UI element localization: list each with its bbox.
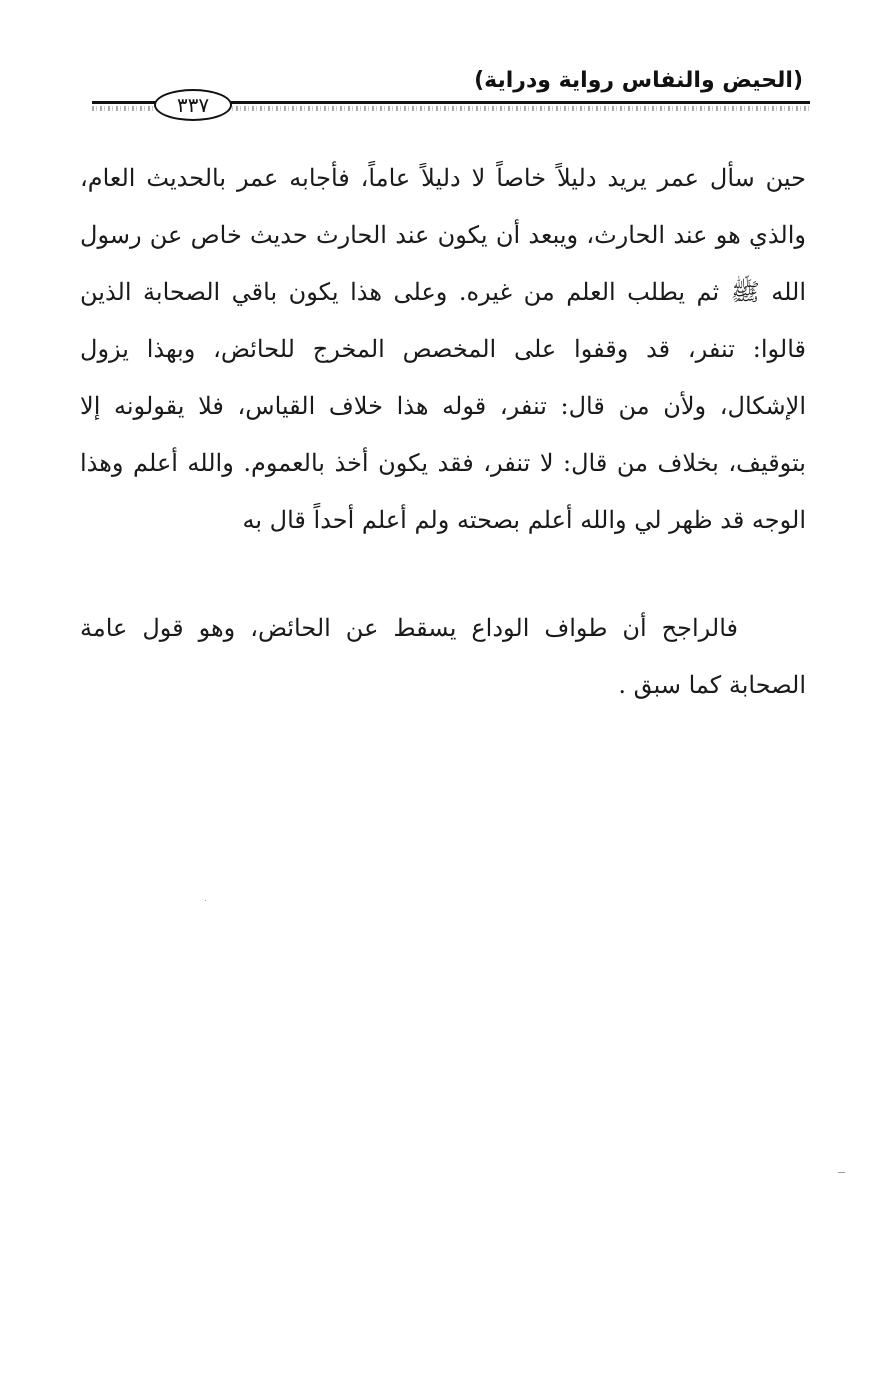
scan-speck xyxy=(205,900,206,901)
body-paragraph: حين سأل عمر يريد دليلاً خاصاً لا دليلاً عاماً، فأجابه عمر بالحديث العام، والذي هو عند الحارث، ويبعد أن يكون عند الحارث حديث خاص عن رسول الله ﷺ ثم يطلب العلم من غيره. وعلى هذا يكون باقي الصحابة الذين قالوا: تنفر، قد وقفوا على المخصص المخرج للحائض، وبهذا يزول الإشكال، ولأن من قال: تنفر، قوله هذا خلاف القياس، فلا يقولونه إلا بتوقيف، بخلاف من قال: لا تنفر، فقد يكون أخذ بالعموم. والله أعلم وهذا الوجه قد ظهر لي والله أعلم بصحته ولم أعلم أحداً قال به xyxy=(80,164,806,534)
conclusion-paragraph: فالراجح أن طواف الوداع يسقط عن الحائض، وهو قول عامة الصحابة كما سبق . xyxy=(80,614,806,699)
page-number: ٣٣٧ xyxy=(176,93,210,117)
book-title: (الحيض والنفاس رواية ودراية) xyxy=(474,68,803,93)
page-number-badge xyxy=(154,89,232,121)
scan-speck xyxy=(838,1172,845,1173)
